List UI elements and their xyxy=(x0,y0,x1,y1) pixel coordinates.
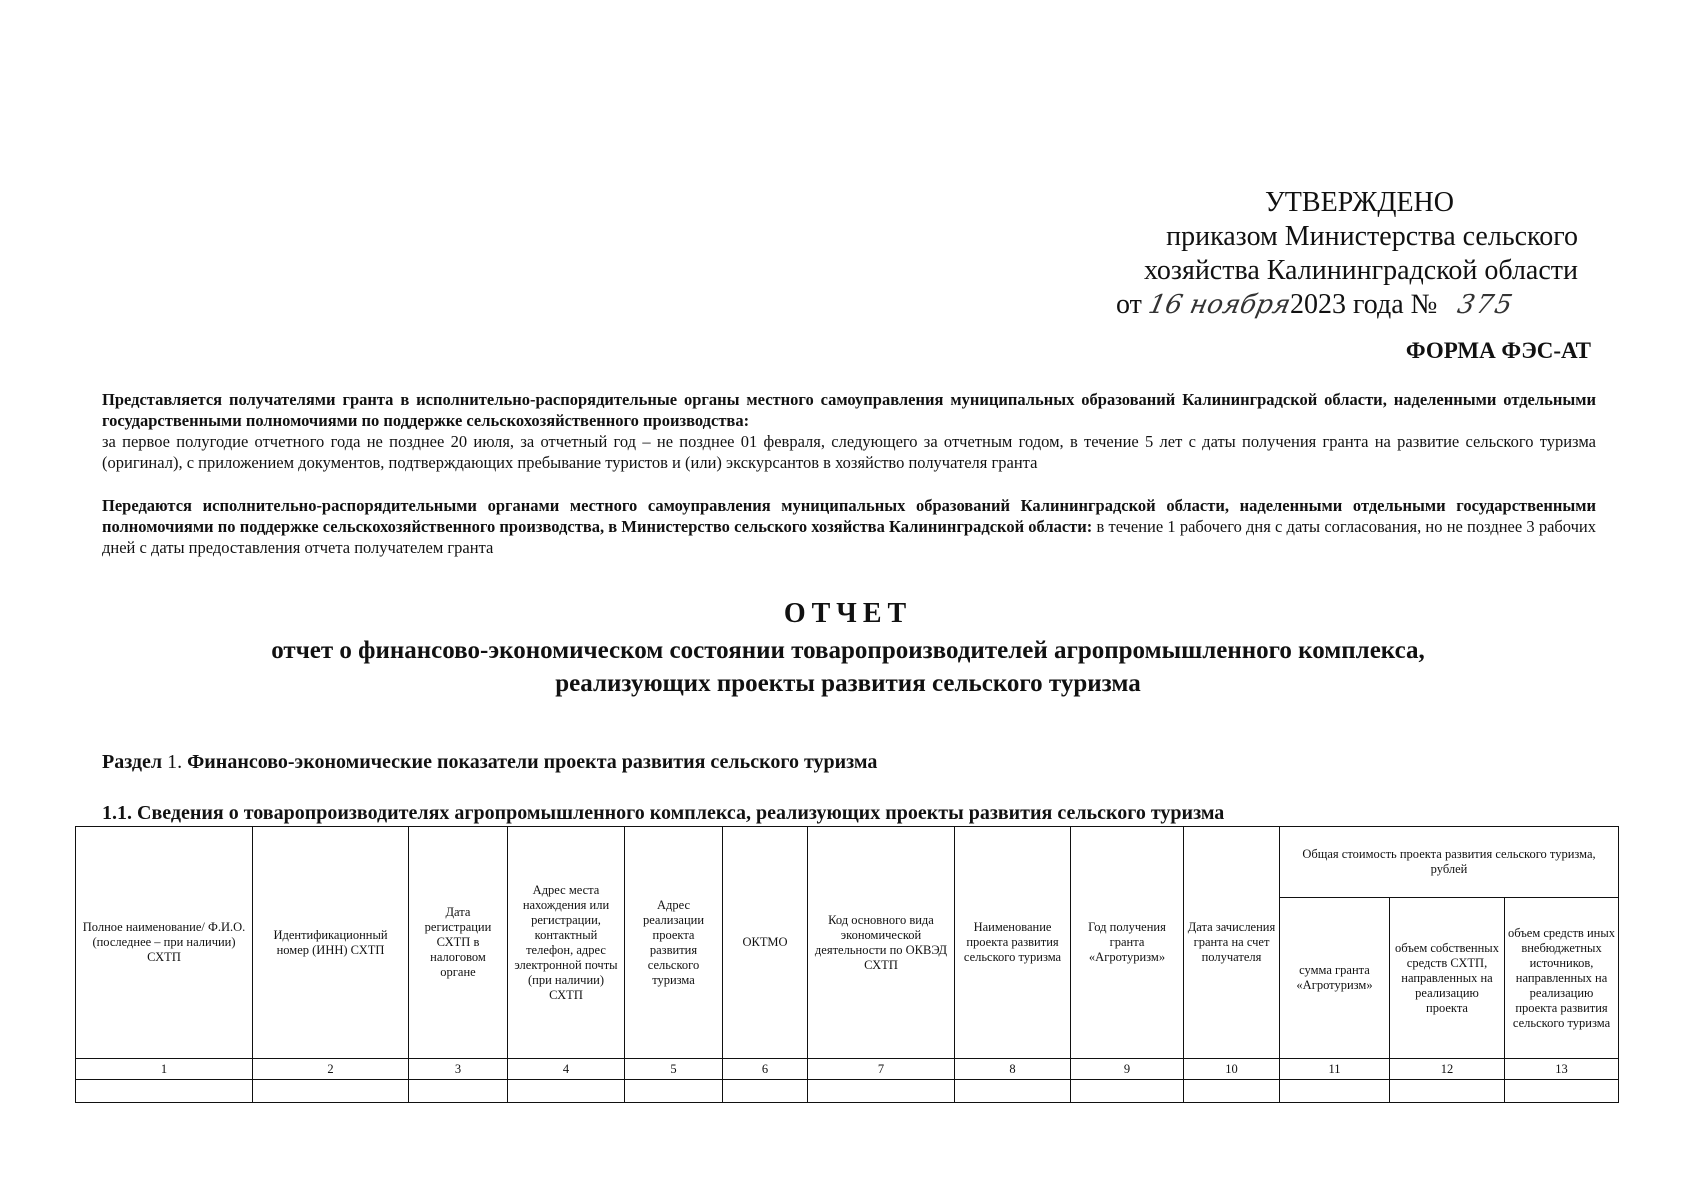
column-number-row xyxy=(76,1059,1619,1080)
form-title: ФОРМА ФЭС-АТ xyxy=(1405,338,1591,363)
subcolumn-header: объем средств иных внебюджетных источников, направленных на реализацию проекта развития сельского туризма xyxy=(1505,898,1619,1059)
column-number: 10 xyxy=(1184,1059,1280,1080)
subcolumn-header: объем собственных средств СХТП, направленных на реализацию проекта xyxy=(1390,898,1505,1059)
date-prefix: от xyxy=(1116,289,1142,320)
approval-date-line xyxy=(1018,288,1578,322)
column-number: 8 xyxy=(955,1059,1071,1080)
report-subtitle-line2: реализующих проекты развития сельского туризма xyxy=(555,670,1141,697)
group-header: Общая стоимость проекта развития сельского туризма, рублей xyxy=(1280,827,1619,898)
column-number: 13 xyxy=(1505,1059,1619,1080)
column-header: Наименование проекта развития сельского туризма xyxy=(955,827,1071,1059)
report-subtitle-line1: отчет о финансово-экономическом состоянии товаропроизводителей агропромышленного комплекса, xyxy=(271,637,1425,664)
table-cell xyxy=(625,1080,723,1103)
approval-block xyxy=(1018,186,1578,322)
table-cell xyxy=(723,1080,808,1103)
producers-table xyxy=(75,826,1619,1103)
subsection-heading: 1.1. Сведения о товаропроизводителях агропромышленного комплекса, реализующих проекты развития сельского туризма xyxy=(102,802,1225,824)
table-cell xyxy=(808,1080,955,1103)
column-header: Адрес реализации проекта развития сельского туризма xyxy=(625,827,723,1059)
table-cell xyxy=(1390,1080,1505,1103)
column-header: Код основного вида экономической деятельности по ОКВЭД СХТП xyxy=(808,827,955,1059)
column-number: 3 xyxy=(409,1059,508,1080)
approval-heading: УТВЕРЖДЕНО xyxy=(1264,187,1454,218)
approval-org-line: хозяйства Калининградской области xyxy=(1143,255,1578,286)
table-cell xyxy=(409,1080,508,1103)
report-subtitle xyxy=(0,634,1696,700)
column-number: 2 xyxy=(253,1059,409,1080)
approval-order-line: приказом Министерства сельского xyxy=(1166,221,1578,252)
column-header: Идентификационный номер (ИНН) СХТП xyxy=(253,827,409,1059)
section-title: Финансово-экономические показатели проекта развития сельского туризма xyxy=(187,751,878,773)
handwritten-date: 16 ноября xyxy=(1145,290,1294,320)
column-number: 5 xyxy=(625,1059,723,1080)
column-header: Дата зачисления гранта на счет получателя xyxy=(1184,827,1280,1059)
section-prefix: Раздел xyxy=(102,751,163,773)
table-cell xyxy=(1071,1080,1184,1103)
order-year: 2023 года № xyxy=(1289,289,1438,320)
column-header: Дата регистрации СХТП в налоговом органе xyxy=(409,827,508,1059)
note-submit xyxy=(102,389,1596,473)
note-transfer xyxy=(102,495,1596,558)
column-header: Год получения гранта «Агротуризм» xyxy=(1071,827,1184,1059)
table-cell xyxy=(955,1080,1071,1103)
note-submit-bold: Представляется получателями гранта в исполнительно-распорядительные органы местного самоуправления муниципальных образований Калининградской области, наделенными отдельными государственными полномочиями по поддержке сельскохозяйственного производства: xyxy=(102,390,1596,430)
table-cell xyxy=(76,1080,253,1103)
column-number: 7 xyxy=(808,1059,955,1080)
table-cell xyxy=(1280,1080,1390,1103)
column-number: 9 xyxy=(1071,1059,1184,1080)
note-submit-terms: за первое полугодие отчетного года не позднее 20 июля, за отчетный год – не позднее 01 февраля, следующего за отчетным годом, в течение 5 лет с даты получения гранта на развитие сельского туризма (оригинал), с приложением документов, подтверждающих пребывание туристов и (или) экскурсантов в хозяйство получателя гранта xyxy=(102,432,1596,472)
report-title: ОТЧЕТ xyxy=(783,598,913,629)
table-cell xyxy=(253,1080,409,1103)
column-header: Адрес места нахождения или регистрации, контактный телефон, адрес электронной почты (при наличии) СХТП xyxy=(508,827,625,1059)
column-number: 11 xyxy=(1280,1059,1390,1080)
column-number: 4 xyxy=(508,1059,625,1080)
subcolumn-header: сумма гранта «Агротуризм» xyxy=(1280,898,1390,1059)
note-transfer-bold: Передаются исполнительно-распорядительными органами местного самоуправления муниципальных образований Калининградской области, наделенными отдельными государственными полномочиями по поддержке сельскохозяйственного производства, в Министерство сельского хозяйства Калининградской области: xyxy=(102,496,1596,536)
table-header-row xyxy=(76,827,1619,898)
section-number: 1. xyxy=(167,751,183,773)
note-transfer-terms: в течение 1 рабочего дня с даты согласования, но не позднее 3 рабочих дней с даты предоставления отчета получателем гранта xyxy=(102,517,1597,557)
column-number: 6 xyxy=(723,1059,808,1080)
table-cell xyxy=(508,1080,625,1103)
section-heading xyxy=(102,751,877,774)
handwritten-order-number: 375 xyxy=(1455,290,1518,320)
column-number: 12 xyxy=(1390,1059,1505,1080)
column-number: 1 xyxy=(76,1059,253,1080)
table-row xyxy=(76,1080,1619,1103)
table-cell xyxy=(1184,1080,1280,1103)
submission-notes xyxy=(102,389,1596,558)
table-cell xyxy=(1505,1080,1619,1103)
column-header: Полное наименование/ Ф.И.О. (последнее – при наличии) СХТП xyxy=(76,827,253,1059)
column-header: ОКТМО xyxy=(723,827,808,1059)
